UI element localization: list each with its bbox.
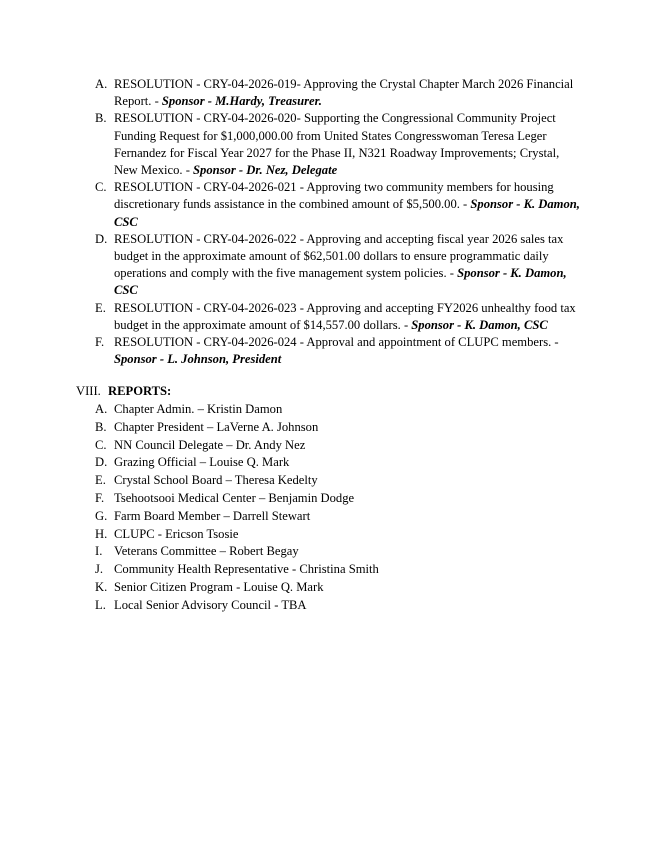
item-letter: K.	[95, 579, 108, 594]
item-text: Farm Board Member – Darrell Stewart	[114, 508, 311, 523]
item-text: Local Senior Advisory Council - TBA	[114, 597, 307, 612]
item-letter: J.	[95, 562, 104, 577]
item-letter: L.	[95, 597, 106, 612]
item-text: RESOLUTION - CRY-04-2026-022 - Approving and accepting fiscal year 2026 sales tax budget in the approximate amount of $62,501.00 dollars to ensure programmatic daily operations and comply with the five management system policies. - Sponsor - K. Damon, CSC	[114, 231, 567, 298]
item-letter: C.	[95, 437, 107, 452]
item-text: Community Health Representative - Christina Smith	[114, 562, 379, 577]
item-letter: E.	[95, 300, 106, 315]
resolution-item	[95, 110, 585, 179]
sponsor: Sponsor - K. Damon, CSC	[114, 266, 567, 298]
item-text: RESOLUTION - CRY-04-2026-019- Approving the Crystal Chapter March 2026 Financial Report. - Sponsor - M.Hardy, Treasurer.	[114, 77, 574, 109]
item-letter: H.	[95, 526, 108, 541]
item-text: RESOLUTION - CRY-04-2026-023 - Approving and accepting FY2026 unhealthy food tax budget in the approximate amount of $14,557.00 dollars. - Sponsor - K. Damon, CSC	[114, 300, 576, 332]
item-letter: F.	[95, 335, 105, 350]
sponsor: Sponsor - M.Hardy, Treasurer.	[161, 94, 322, 109]
report-item	[95, 490, 596, 508]
sponsor: Sponsor - Dr. Nez, Delegate	[193, 163, 338, 178]
item-letter: E.	[95, 473, 106, 488]
item-letter: G.	[95, 508, 108, 523]
item-text: RESOLUTION - CRY-04-2026-021 - Approving two community members for housing discretionary funds assistance in the combined amount of $5,500.00. - Sponsor - K. Damon, CSC	[114, 180, 580, 229]
section-title: REPORTS:	[108, 384, 172, 398]
resolution-item	[95, 300, 585, 334]
item-text: RESOLUTION - CRY-04-2026-020- Supporting the Congressional Community Project Funding Request for $1,000,000.00 from United States Congresswoman Teresa Leger Fernandez for Fiscal Year 2027 for the Phase II, N321 Roadway Improvements; Crystal, New Mexico. - Sponsor - Dr. Nez, Delegate	[114, 111, 560, 178]
item-letter: I.	[95, 544, 103, 559]
item-letter: A.	[95, 77, 108, 91]
report-item	[95, 454, 596, 472]
item-letter: C.	[95, 180, 107, 195]
reports-list	[95, 401, 596, 615]
report-item	[95, 543, 596, 561]
report-item	[95, 526, 596, 544]
report-item	[95, 419, 596, 437]
report-item	[95, 508, 596, 526]
item-text: NN Council Delegate – Dr. Andy Nez	[114, 437, 306, 452]
report-item	[95, 561, 596, 579]
item-letter: A.	[95, 402, 108, 416]
report-item	[95, 401, 596, 419]
item-letter: D.	[95, 455, 108, 470]
report-item	[95, 472, 596, 490]
item-text: RESOLUTION - CRY-04-2026-024 - Approval and appointment of CLUPC members. - Sponsor - L. Johnson, President	[114, 335, 559, 367]
item-letter: B.	[95, 111, 107, 126]
section-heading	[76, 383, 596, 400]
resolution-item	[95, 231, 585, 300]
item-text: Grazing Official – Louise Q. Mark	[114, 455, 290, 470]
resolution-item	[95, 179, 585, 231]
item-text: Chapter President – LaVerne A. Johnson	[114, 419, 319, 434]
report-item	[95, 579, 596, 597]
sponsor: Sponsor - K. Damon, CSC	[114, 197, 580, 229]
item-text: Crystal School Board – Theresa Kedelty	[114, 473, 318, 488]
resolution-list	[95, 76, 585, 368]
sponsor: Sponsor - K. Damon, CSC	[411, 317, 548, 332]
item-text: Senior Citizen Program - Louise Q. Mark	[114, 579, 324, 594]
item-text: Veterans Committee – Robert Begay	[114, 544, 299, 559]
section-number: VIII.	[76, 384, 101, 398]
sponsor: Sponsor - L. Johnson, President	[114, 352, 282, 367]
reports-section	[76, 383, 596, 615]
report-item	[95, 437, 596, 455]
resolution-item	[95, 334, 585, 368]
resolution-item	[95, 76, 585, 110]
item-letter: D.	[95, 231, 108, 246]
item-text: Chapter Admin. – Kristin Damon	[114, 402, 283, 416]
item-letter: F.	[95, 490, 105, 505]
item-text: Tsehootsooi Medical Center – Benjamin Dodge	[114, 490, 355, 505]
report-item	[95, 597, 596, 615]
item-text: CLUPC - Ericson Tsosie	[114, 526, 239, 541]
item-letter: B.	[95, 419, 107, 434]
